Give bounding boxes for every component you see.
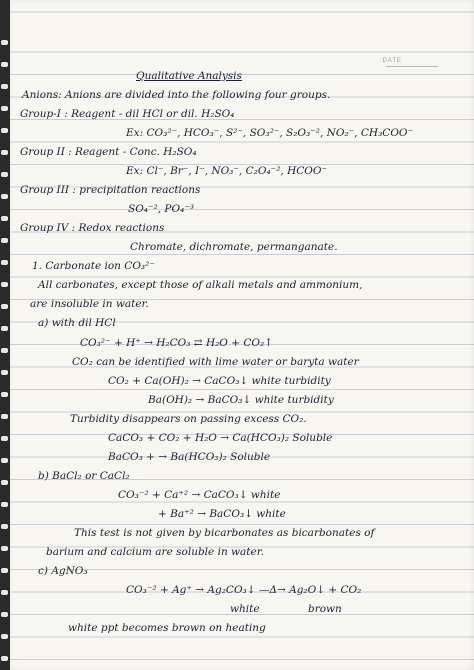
group-4-heading: Group IV : Redox reactions xyxy=(20,222,165,235)
lime-water-equation: CO₂ + Ca(OH)₂ → CaCO₃↓ white turbidity xyxy=(108,374,331,387)
binding-hole xyxy=(1,40,8,45)
binding-hole xyxy=(1,238,8,243)
heating-note: white ppt becomes brown on heating xyxy=(68,622,266,634)
binding-hole xyxy=(1,106,8,111)
binding-hole xyxy=(1,414,8,419)
test-c-heading: c) AgNO₃ xyxy=(38,564,88,577)
silver-carbonate-equation: CO₃⁻² + Ag⁺ → Ag₂CO₃↓ —Δ→ Ag₂O↓ + CO₂ xyxy=(126,583,362,596)
group-2-reagent: Group II : Reagent - Conc. H₂SO₄ xyxy=(20,146,197,159)
binding-hole xyxy=(1,480,8,485)
group-1-examples: Ex: CO₃²⁻, HCO₃⁻, S²⁻, SO₃²⁻, S₂O₃⁻², NO₂⁻, CH₃COO⁻ xyxy=(126,127,414,140)
binding-hole xyxy=(1,348,8,353)
anions-intro: Anions: Anions are divided into the following four groups. xyxy=(22,89,331,101)
binding-hole xyxy=(1,172,8,177)
barium-chloride-equation: + Ba⁺² → BaCO₃↓ white xyxy=(158,507,286,520)
binding-hole xyxy=(1,612,8,617)
carbonate-solubility-2: are insoluble in water. xyxy=(30,298,149,311)
turbidity-note: Turbidity disappears on passing excess CO₂. xyxy=(70,412,307,425)
group-4-examples: Chromate, dichromate, permanganate. xyxy=(130,241,338,254)
binding-hole xyxy=(1,546,8,551)
binding-hole xyxy=(1,524,8,529)
binding-hole xyxy=(1,326,8,331)
date-label: DATE xyxy=(382,58,402,64)
barium-bicarbonate-equation: BaCO₃ + → Ba(HCO₃)₂ Soluble xyxy=(108,450,271,463)
date-line xyxy=(386,66,438,67)
bicarbonate-note-2: barium and calcium are soluble in water. xyxy=(46,545,264,558)
binding-hole xyxy=(1,590,8,595)
white-label: white xyxy=(230,602,260,615)
binding-hole xyxy=(1,392,8,397)
calcium-bicarbonate-equation: CaCO₃ + CO₂ + H₂O → Ca(HCO₃)₂ Soluble xyxy=(108,431,333,444)
binding-hole xyxy=(1,84,8,89)
notebook-page xyxy=(8,0,474,670)
binding-hole xyxy=(1,216,8,221)
binding-hole xyxy=(1,502,8,507)
co2-identification: CO₂ can be identified with lime water or baryta water xyxy=(72,355,359,368)
binding-hole xyxy=(1,436,8,441)
test-a-equation: CO₃²⁻ + H⁺ → H₂CO₃ ⇄ H₂O + CO₂↑ xyxy=(80,336,274,349)
binding-hole xyxy=(1,304,8,309)
binding-hole xyxy=(1,128,8,133)
binding-hole xyxy=(1,194,8,199)
bicarbonate-note-1: This test is not given by bicarbonates as bicarbonates of xyxy=(74,526,375,539)
binding-hole xyxy=(1,282,8,287)
spiral-binding xyxy=(0,0,10,670)
carbonate-heading: 1. Carbonate ion CO₃²⁻ xyxy=(32,260,155,273)
binding-hole xyxy=(1,62,8,67)
brown-label: brown xyxy=(308,602,342,615)
page-title: Qualitative Analysis xyxy=(136,70,242,82)
carbonate-solubility-1: All carbonates, except those of alkali metals and ammonium, xyxy=(38,279,363,292)
group-2-examples: Ex: Cl⁻, Br⁻, I⁻, NO₃⁻, C₂O₄⁻², HCOO⁻ xyxy=(126,165,328,178)
group-3-examples: SO₄⁻², PO₄⁻³ xyxy=(128,203,195,216)
binding-hole xyxy=(1,656,8,661)
calcium-chloride-equation: CO₃⁻² + Ca⁺² → CaCO₃↓ white xyxy=(118,488,281,501)
test-a-heading: a) with dil HCl xyxy=(38,317,116,330)
binding-hole xyxy=(1,370,8,375)
binding-hole xyxy=(1,150,8,155)
binding-hole xyxy=(1,568,8,573)
baryta-water-equation: Ba(OH)₂ → BaCO₃↓ white turbidity xyxy=(148,393,334,406)
binding-hole xyxy=(1,634,8,639)
binding-hole xyxy=(1,260,8,265)
test-b-heading: b) BaCl₂ or CaCl₂ xyxy=(38,469,130,482)
group-1-reagent: Group-I : Reagent - dil HCl or dil. H₂SO₄ xyxy=(20,108,235,121)
group-3-heading: Group III : precipitation reactions xyxy=(20,184,201,197)
binding-hole xyxy=(1,458,8,463)
